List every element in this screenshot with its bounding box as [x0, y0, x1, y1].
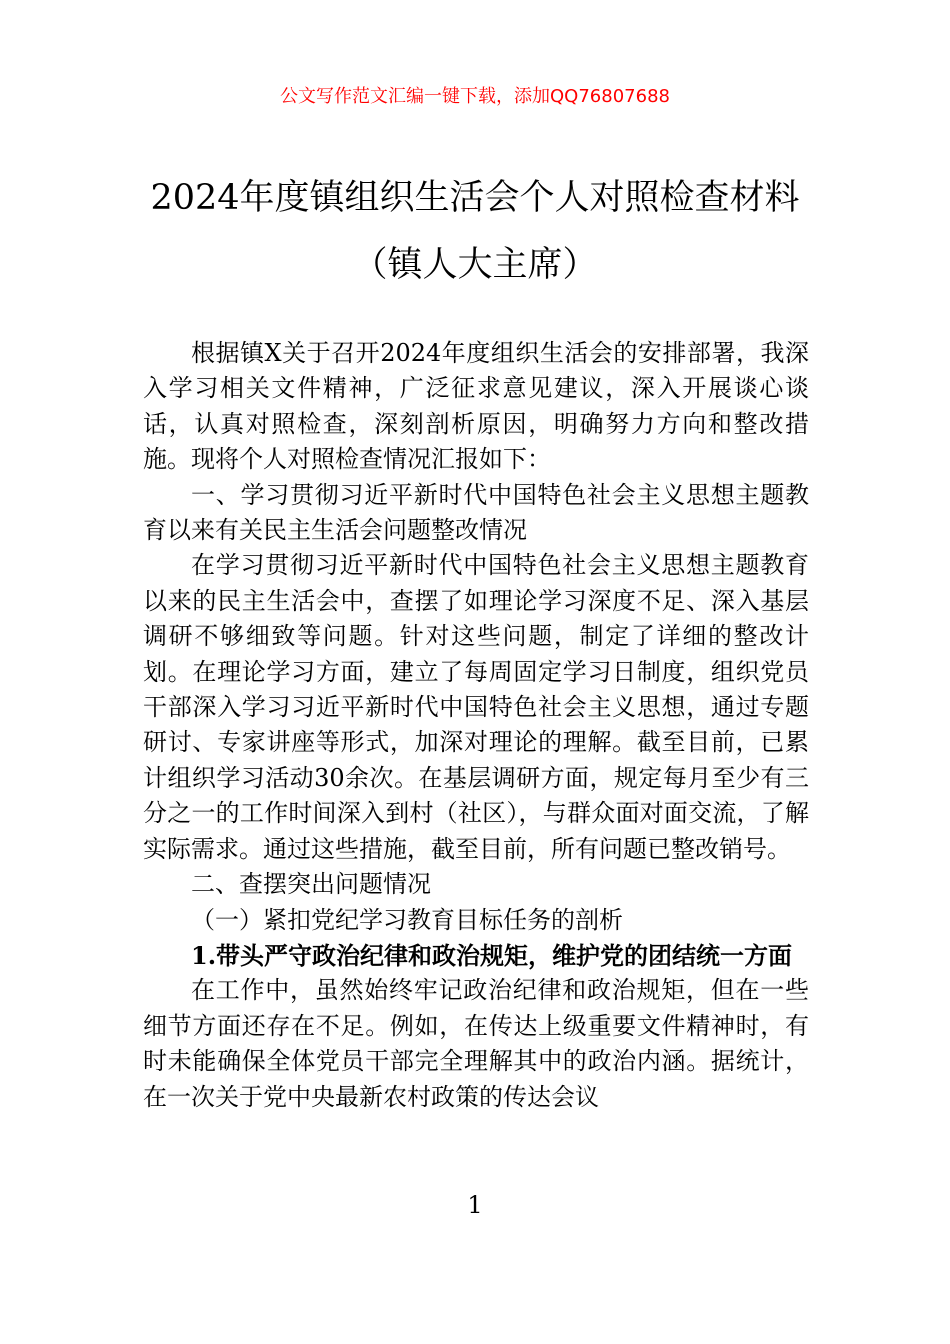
subsection-heading-1: （一）紧扣党纪学习教育目标任务的剖析 [191, 905, 623, 934]
intro-paragraph: 根据镇X关于召开2024年度组织生活会的安排部署，我深入学习相关文件精神，广泛征求意见建议，深入开展谈心谈话，认真对照检查，深刻剖析原因，明确努力方向和整改措施。现将个人对照检查情况汇报如下： [143, 339, 809, 474]
document-body [143, 336, 809, 1115]
page-number: 1 [467, 1191, 483, 1219]
document-title: 2024年度镇组织生活会个人对照检查材料 [150, 178, 800, 218]
section-heading-1: 一、学习贯彻习近平新时代中国特色社会主义思想主题教育以来有关民主生活会问题整改情况 [143, 480, 809, 545]
rectification-paragraph: 在学习贯彻习近平新时代中国特色社会主义思想主题教育以来的民主生活会中，查摆了如理论学习深度不足、深入基层调研不够细致等问题。针对这些问题，制定了详细的整改计划。在理论学习方面，建立了每周固定学习日制度，组织党员干部深入学习习近平新时代中国特色社会主义思想，通过专题研讨、专家讲座等形式，加深对理论的理解。截至目前，已累计组织学习活动30余次。在基层调研方面，规定每月至少有三分之一的工作时间深入到村（社区），与群众面对面交流，了解实际需求。通过这些措施，截至目前，所有问题已整改销号。 [143, 551, 809, 863]
item-heading-1: 1.带头严守政治纪律和政治规矩，维护党的团结统一方面 [191, 940, 793, 970]
section-heading-2: 二、查摆突出问题情况 [191, 870, 431, 899]
item-paragraph-1: 在工作中，虽然始终牢记政治纪律和政治规矩，但在一些细节方面还存在不足。例如，在传达上级重要文件精神时，有时未能确保全体党员干部完全理解其中的政治内涵。据统计，在一次关于党中央最新农村政策的传达会议 [143, 976, 809, 1111]
document-subtitle: （镇人大主席） [352, 245, 598, 285]
header-banner: 公文写作范文汇编一键下载，添加QQ76807688 [280, 86, 670, 107]
